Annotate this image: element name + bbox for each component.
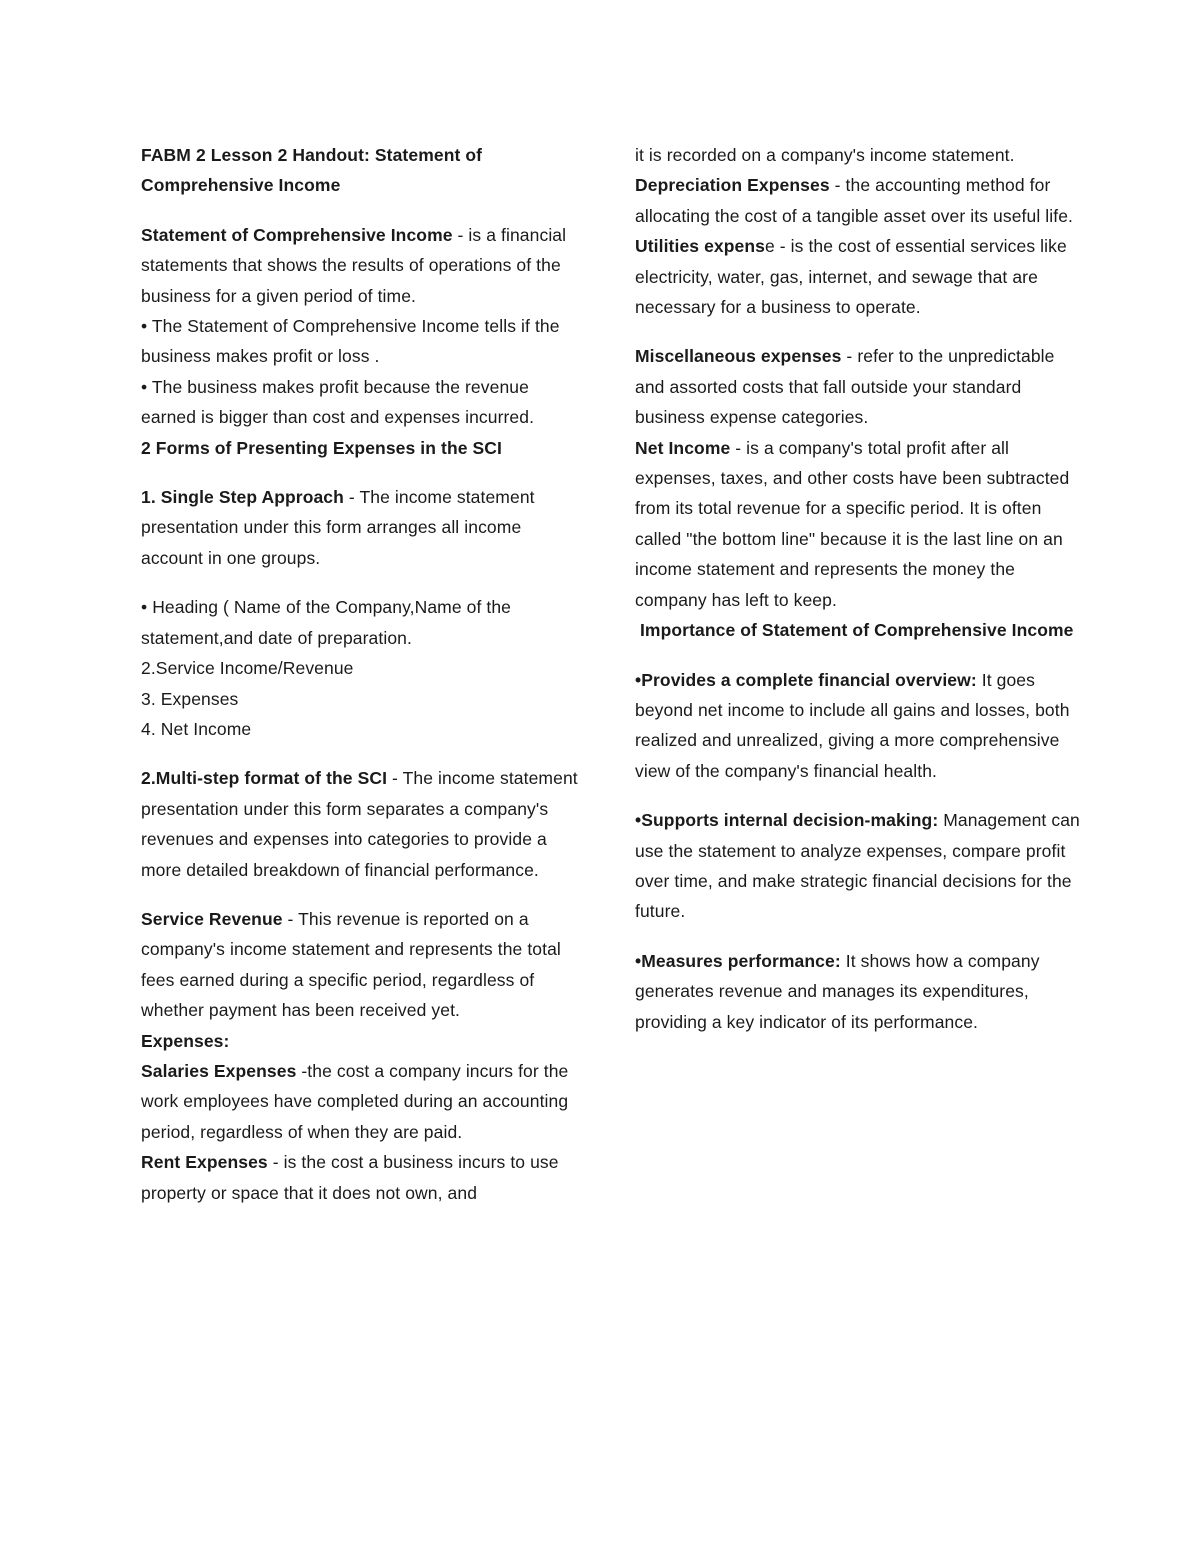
single-step-term: 1. Single Step Approach — [141, 487, 344, 508]
importance-item-decision — [635, 805, 1080, 927]
list-item-heading: • Heading ( Name of the Company,Name of the statement,and date of preparation. — [141, 597, 512, 648]
single-step-definition — [141, 482, 586, 573]
rent-continuation: it is recorded on a company's income statement. — [635, 145, 1015, 165]
list-item-net-income: 4. Net Income — [141, 718, 252, 739]
overview-term: •Provides a complete financial overview: — [635, 669, 977, 690]
service-revenue-definition — [141, 904, 586, 1026]
misc-term: Miscellaneous expenses — [635, 346, 842, 367]
list-item-expenses: 3. Expenses — [141, 688, 239, 709]
title-line-2: Comprehensive Income — [141, 175, 341, 196]
sci-definition — [141, 220, 586, 311]
misc-def-text: - refer to the unpredictable and assorted costs that fall outside your standard business expense categories. — [635, 346, 1055, 428]
handout-title — [141, 140, 586, 201]
multi-step-definition — [141, 763, 586, 885]
importance-heading: Importance of Statement of Comprehensive Income — [635, 620, 1074, 641]
bullet-makes-profit: • The business makes profit because the revenue earned is bigger than cost and expenses incurred. — [141, 376, 535, 428]
salaries-definition — [141, 1056, 586, 1147]
service-revenue-def-text: - This revenue is reported on a company's income statement and represents the total fees earned during a specific period, regardless of whether payment has been received yet. — [141, 908, 561, 1021]
expenses-heading: Expenses: — [141, 1030, 230, 1051]
left-column — [141, 140, 586, 1208]
decision-term: •Supports internal decision-making: — [635, 810, 939, 831]
net-income-def-text: - is a company's total profit after all expenses, taxes, and other costs have been subtracted from its total revenue for a specific period. It is often called "the bottom line" because it is the last line on an income statement and represents the money the company has left to keep. — [635, 437, 1070, 610]
sci-term: Statement of Comprehensive Income — [141, 224, 453, 245]
list-item-service-income: 2.Service Income/Revenue — [141, 658, 354, 679]
utilities-term: Utilities expens — [635, 236, 765, 257]
utilities-definition — [635, 231, 1080, 322]
importance-item-performance — [635, 946, 1080, 1037]
misc-definition — [635, 341, 1080, 432]
multi-step-term: 2.Multi-step format of the SCI — [141, 768, 388, 789]
utilities-def-text: e - is the cost of essential services like electricity, water, gas, internet, and sewage that are necessary for a business to operate. — [635, 236, 1067, 318]
multi-step-def-text: - The income statement presentation under this form separates a company's revenues and expenses into categories to provide a more detailed breakdown of financial performance. — [141, 768, 578, 880]
forms-heading: 2 Forms of Presenting Expenses in the SCI — [141, 437, 502, 458]
net-income-term: Net Income — [635, 437, 731, 458]
sci-def-text: - is a financial statements that shows the results of operations of the business for a given period of time. — [141, 224, 567, 306]
depreciation-def-text: - the accounting method for allocating the cost of a tangible asset over its useful life. — [635, 175, 1074, 226]
bullet-profit-or-loss: • The Statement of Comprehensive Income tells if the business makes profit or loss . — [141, 316, 560, 367]
overview-def-text: It goes beyond net income to include all gains and losses, both realized and unrealized, giving a more comprehensive view of the company's financial health. — [635, 669, 1070, 781]
title-line-1: FABM 2 Lesson 2 Handout: Statement of — [141, 145, 483, 165]
depreciation-term: Depreciation Expenses — [635, 175, 830, 196]
right-column — [635, 140, 1080, 1037]
net-income-definition — [635, 433, 1080, 615]
salaries-term: Salaries Expenses — [141, 1060, 297, 1081]
salaries-def-text: -the cost a company incurs for the work employees have completed during an accounting period, regardless of when they are paid. — [141, 1060, 569, 1142]
rent-definition — [141, 1147, 586, 1208]
service-revenue-term: Service Revenue — [141, 908, 283, 929]
performance-def-text: It shows how a company generates revenue and manages its expenditures, providing a key indicator of its performance. — [635, 950, 1040, 1032]
performance-term: •Measures performance: — [635, 950, 841, 971]
depreciation-definition — [635, 170, 1080, 231]
single-step-def-text: - The income statement presentation under this form arranges all income account in one groups. — [141, 487, 535, 568]
rent-def-text: - is the cost a business incurs to use property or space that it does not own, and — [141, 1152, 559, 1203]
decision-def-text: Management can use the statement to analyze expenses, compare profit over time, and make strategic financial decisions for the future. — [635, 810, 1080, 922]
rent-term: Rent Expenses — [141, 1152, 268, 1173]
importance-item-overview — [635, 665, 1080, 787]
